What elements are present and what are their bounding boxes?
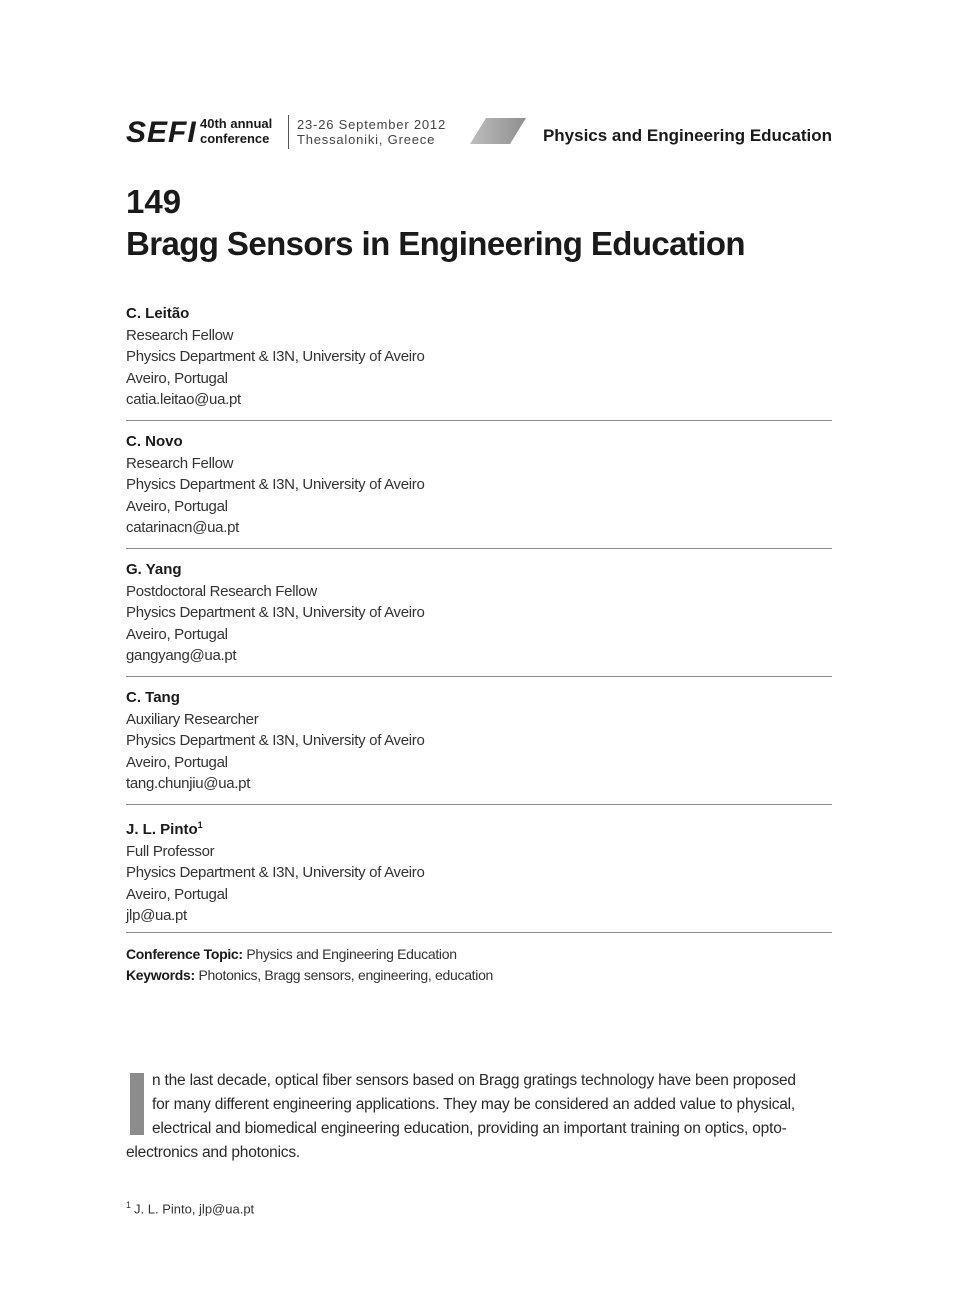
conference-topic (126, 944, 493, 965)
author-affiliation: Physics Department & I3N, University of Aveiro (126, 348, 425, 365)
conference-date-range: 23-26 September 2012 (297, 117, 446, 132)
author-role: Full Professor (126, 842, 215, 860)
edition-line-1: 40th annual (200, 116, 273, 131)
keywords-value: Photonics, Bragg sensors, engineering, education (198, 967, 494, 983)
author-location: Aveiro, Portugal (126, 369, 228, 387)
author-divider (126, 932, 832, 933)
author-email[interactable]: jlp@ua.pt (126, 907, 187, 924)
keywords (126, 965, 493, 986)
paper-title: Bragg Sensors in Engineering Education (126, 225, 745, 262)
conference-edition (200, 116, 272, 146)
author-location: Aveiro, Portugal (126, 885, 228, 903)
author-name: G. Yang (126, 561, 182, 578)
author-divider (126, 548, 832, 549)
conference-dates (297, 117, 446, 147)
author-block (126, 303, 832, 431)
author-role: Research Fellow (126, 326, 234, 344)
sefi-logo: SEFI (126, 116, 197, 149)
author-affiliation: Physics Department & I3N, University of Aveiro (126, 604, 425, 621)
author-name (126, 815, 832, 841)
conference-location: Thessaloniki, Greece (297, 132, 436, 147)
author-role: Research Fellow (126, 454, 234, 472)
author-name: C. Leitão (126, 305, 190, 322)
decorative-parallelogram-icon (470, 118, 526, 144)
author-name: C. Novo (126, 433, 183, 450)
footnote (126, 1197, 254, 1217)
author-role: Auxiliary Researcher (126, 710, 259, 728)
author-location: Aveiro, Portugal (126, 753, 228, 771)
keywords-label: Keywords: (126, 967, 195, 983)
author-list (126, 303, 832, 943)
footnote-mark: 1 (126, 1200, 132, 1210)
abstract-paragraph (126, 1069, 832, 1165)
author-block (126, 559, 832, 687)
conference-header (126, 112, 832, 152)
section-title: Physics and Engineering Education (542, 126, 832, 145)
author-block (126, 815, 832, 943)
author-divider (126, 676, 832, 677)
author-email[interactable]: catia.leitao@ua.pt (126, 391, 241, 408)
author-affiliation: Physics Department & I3N, University of Aveiro (126, 864, 425, 881)
author-role: Postdoctoral Research Fellow (126, 582, 317, 600)
header-divider (288, 115, 289, 149)
topic-value: Physics and Engineering Education (246, 946, 457, 962)
abstract-line: n the last decade, optical fiber sensors based on Bragg gratings technology have been proposed (152, 1072, 796, 1089)
author-email[interactable]: gangyang@ua.pt (126, 647, 237, 664)
footnote-text: J. L. Pinto, jlp@ua.pt (134, 1201, 255, 1217)
author-name-text: J. L. Pinto (126, 821, 198, 838)
author-email[interactable]: catarinacn@ua.pt (126, 519, 239, 536)
abstract-line: electrical and biomedical engineering education, providing an important training on optics, opto- (152, 1120, 787, 1137)
author-location: Aveiro, Portugal (126, 625, 228, 643)
author-divider (126, 804, 832, 805)
author-divider (126, 420, 832, 421)
author-location: Aveiro, Portugal (126, 497, 228, 515)
author-name: C. Tang (126, 689, 180, 706)
author-affiliation: Physics Department & I3N, University of Aveiro (126, 476, 425, 493)
topic-label: Conference Topic: (126, 946, 243, 962)
author-email[interactable]: tang.chunjiu@ua.pt (126, 775, 251, 792)
footnote-reference[interactable]: 1 (197, 820, 203, 830)
paper-metadata (126, 944, 493, 986)
edition-line-2: conference (200, 131, 270, 146)
abstract-line: electronics and photonics. (126, 1144, 301, 1161)
author-block (126, 431, 832, 559)
author-affiliation: Physics Department & I3N, University of Aveiro (126, 732, 425, 749)
abstract-line: for many different engineering applications. They may be considered an added value to physical, (152, 1096, 796, 1113)
paper-number: 149 (126, 183, 182, 220)
author-block (126, 687, 832, 815)
